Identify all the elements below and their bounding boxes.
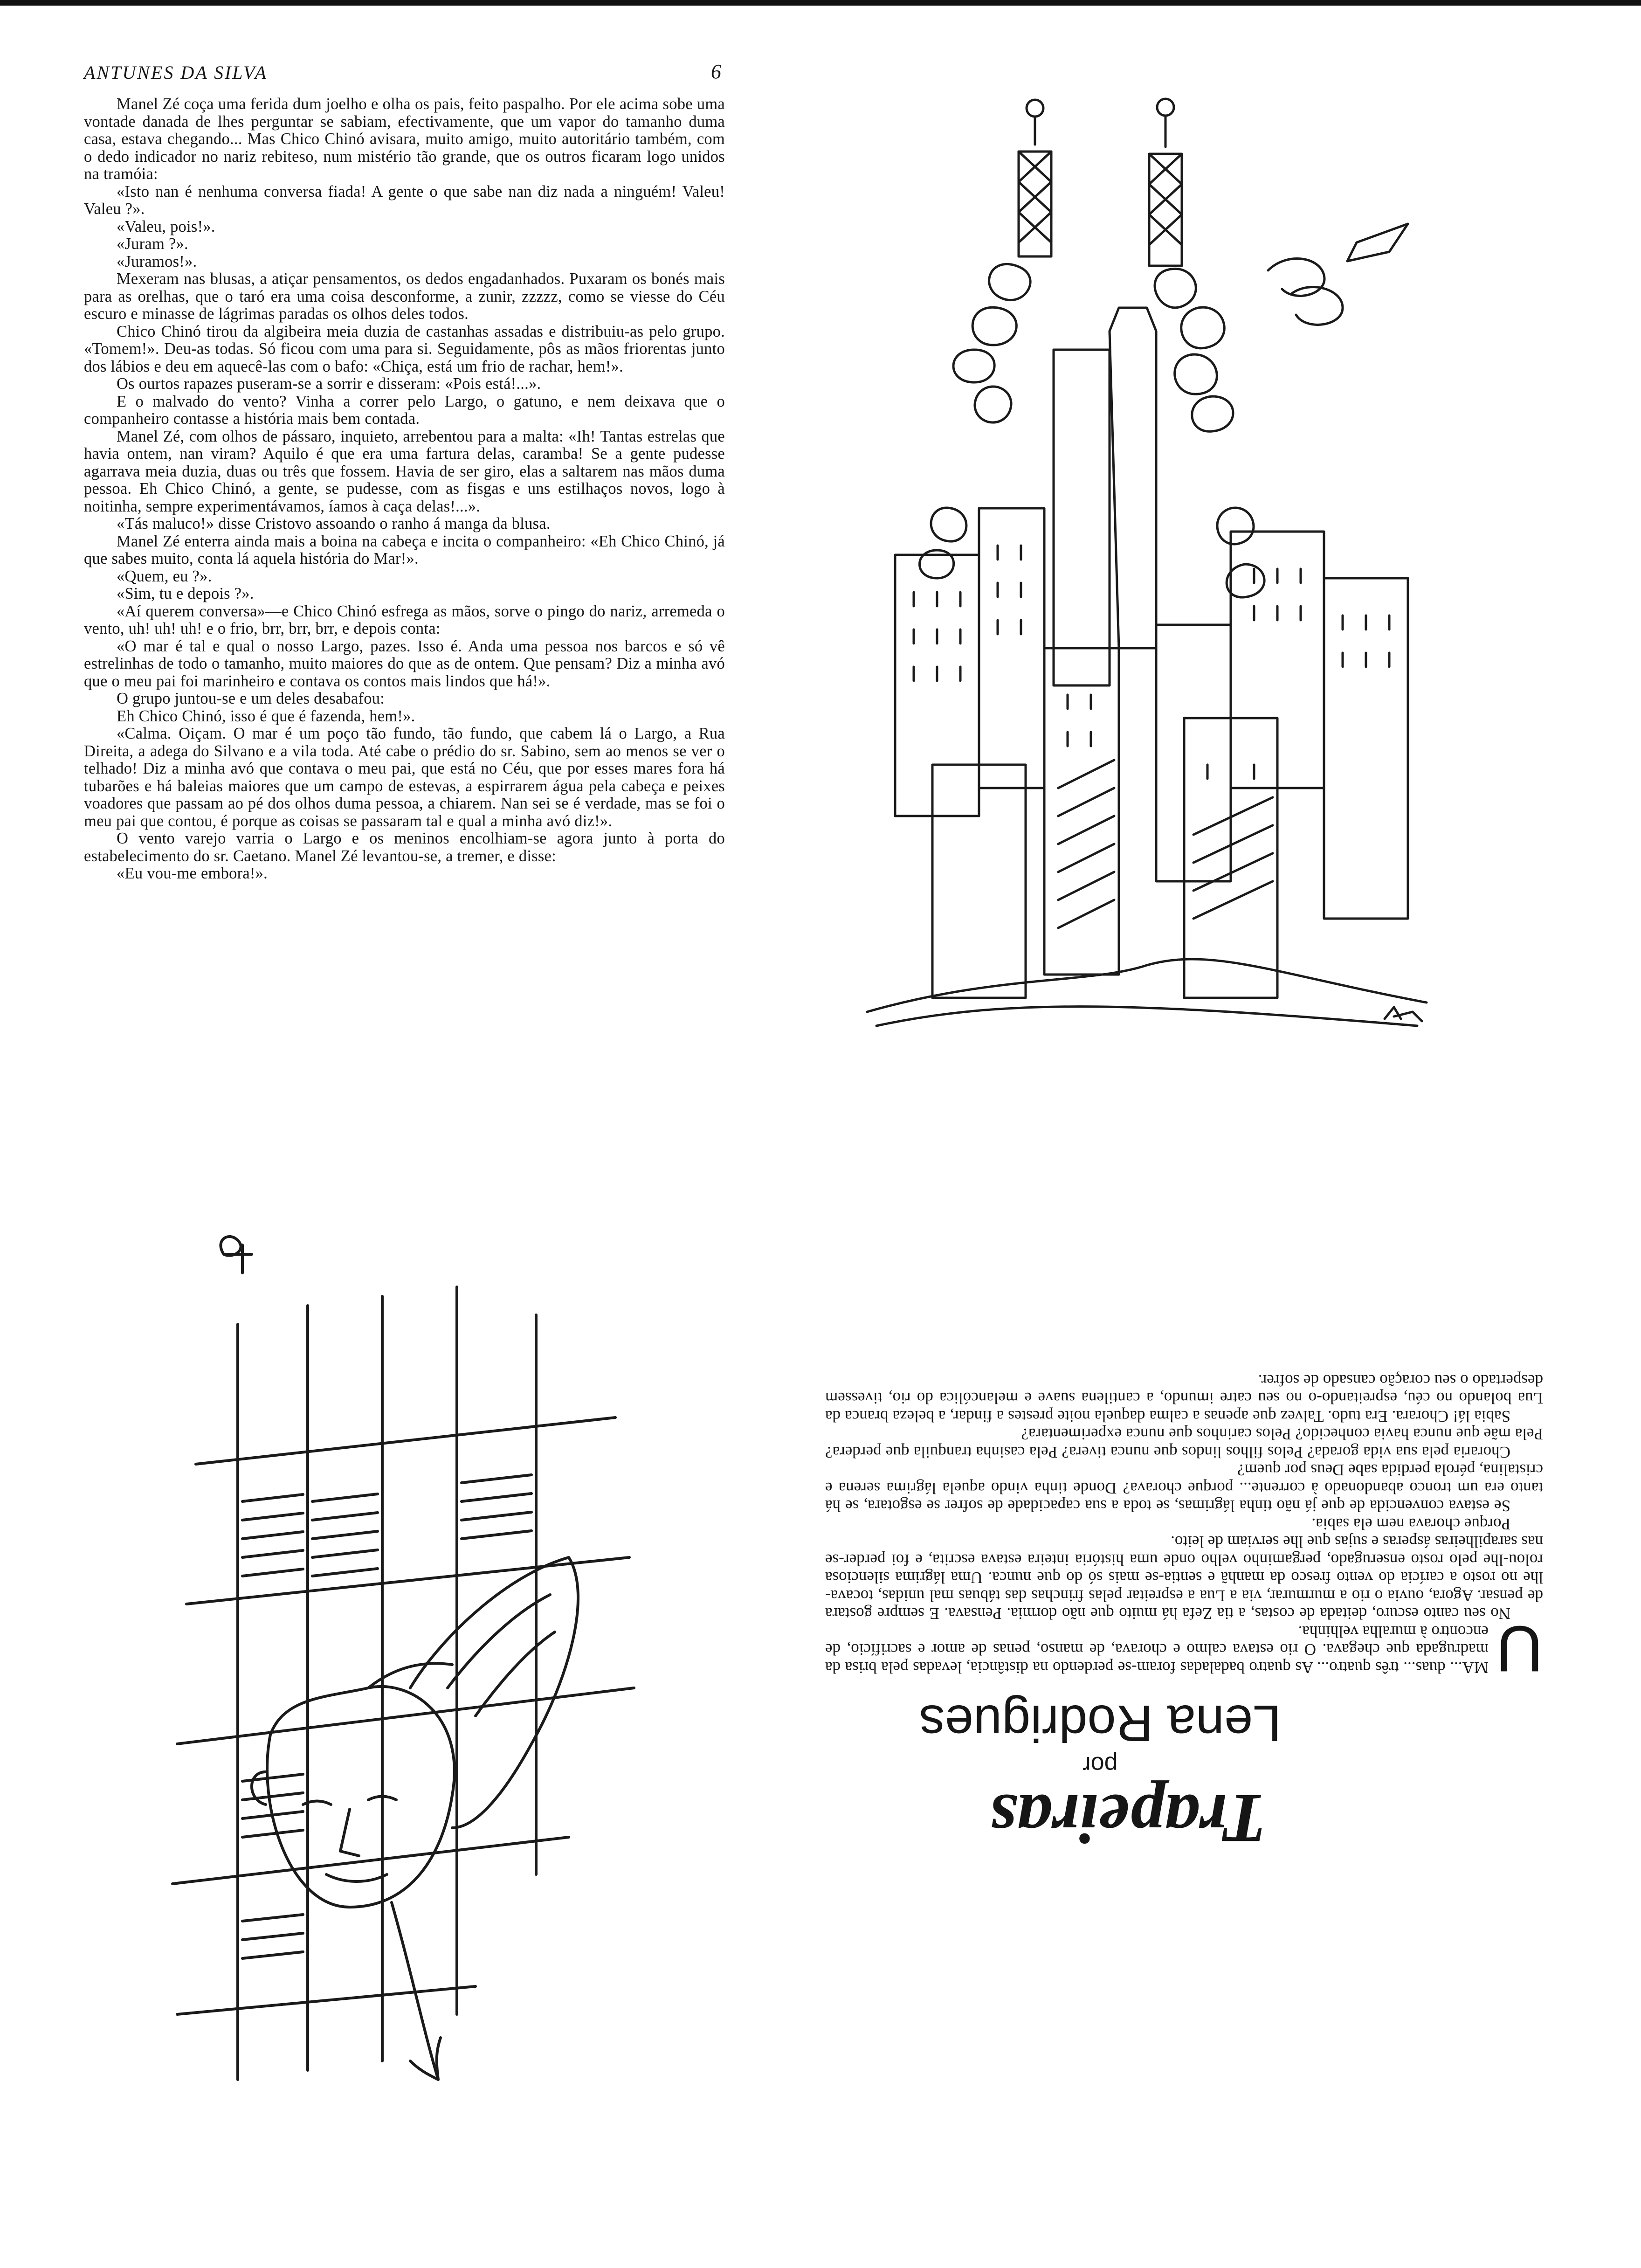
inverted-article xyxy=(825,1145,1543,1857)
story-paragraph: «Valeu, pois!». xyxy=(117,217,215,235)
article-paragraph: Choraria pela sua vida gorada? Pelos filhos lindos que nunca tivera? Pela casinha tranquila que perdera? Pela mãe que nunca havia conhecido? Pelos carinhos que nunca experimentara? xyxy=(825,1425,1543,1461)
story-paragraph: «Aí querem conversa»—e Chico Chinó esfrega as mãos, sorve o pingo do nariz, arremeda o vento, uh! uh! uh! e o frio, brr, brr, brr, e depois conta: xyxy=(84,602,725,637)
story-text-column xyxy=(84,96,725,883)
story-paragraph: «Juramos!». xyxy=(117,252,197,270)
man-behind-grid-illustration xyxy=(149,1222,643,2098)
story-paragraph: «Quem, eu ?». xyxy=(117,567,212,585)
article-paragraph: Se estava convencida de que já não tinha lágrimas, se toda a sua capacidade de sofrer se esgotara, se há tanto era um tronco abandonado à corrente... porque chorava? Donde tinha vindo aquela lágrima serena e cristalina, pérola perdida sabe Deus por quem? xyxy=(825,1461,1543,1515)
article-body xyxy=(825,1371,1543,1686)
story-paragraph: Manel Zé, com olhos de pássaro, inquieto, arrebentou para a malta: «Ih! Tantas estrelas que havia ontem, nan viram? Aquilo é que era uma fartura delas, caramba! Se a gente pudesse agarrava meia duzia, duas ou três que fossem. Havia de ser giro, elas a saltarem nas mãos duma pessoa. Eh Chico Chinó, a gente, se pudesse, com as fisgas e uns estilhaços novos, logo à noitinha, sempre experimentávamos, íamos à caça delas!...». xyxy=(84,427,725,515)
story-paragraph: «Sim, tu e depois ?». xyxy=(117,585,254,602)
story-paragraph: «Eu vou-me embora!». xyxy=(117,864,268,882)
story-paragraph: «Tás maluco!» disse Cristovo assoando o ranho á manga da blusa. xyxy=(117,515,551,532)
story-paragraph: Eh Chico Chinó, isso é que é fazenda, hem!». xyxy=(117,707,415,725)
story-paragraph: Manel Zé enterra ainda mais a boina na cabeça e incita o companheiro: «Eh Chico Chinó, já que sabes muito, conta lá aquela história do Mar!». xyxy=(84,532,725,567)
byline-prefix: por xyxy=(1083,1751,1118,1778)
city-skyline-illustration xyxy=(858,89,1436,1035)
article-author: Lena Rodrigues xyxy=(919,1694,1282,1752)
article-paragraph: No seu canto escuro, deitada de costas, a tia Zefa há muito que não dormia. Pensava. E sempre gostara de pensar. Agora, ouvia o rio a murmurar, via a Lua a espreitar pelas frinchas das tábuas mal unidas, tocava-lhe no rosto a carícia do vento fresco da manhã e sentia-se mais só do que nunca. Uma lágrima silenciosa rolou-lhe pelo rosto enserugado, pergaminho velho onde uma história inteira estava escrita, e foi perder-se nas sarapilheiras ásperas e sujas que lhe serviam de leito. xyxy=(825,1533,1543,1623)
article-paragraph: Sabia lá! Chorara. Era tudo. Talvez que apenas a calma daquela noite prestes a findar, a beleza branca da Lua bolando no céu, espreitando-o no seu catre imundo, a cantilena suave e melancólica do rio, tivessem despertado o seu coração cansado de sofrer. xyxy=(825,1371,1543,1425)
story-paragraph: Manel Zé coça uma ferida dum joelho e olha os pais, feito paspalho. Por ele acima sobe uma vontade danada de lhes perguntar se sabiam, efectivamente, que um vapor do tamanho duma casa, estava chegando... Mas Chico Chinó avisara, muito amigo, muito autoritário também, com o dedo indicador no nariz rebiteso, num mistério tão grande, que os outros ficaram logo unidos na tramóia: xyxy=(84,95,725,183)
drop-cap: U xyxy=(1496,1612,1543,1686)
story-paragraph: Mexeram nas blusas, a atiçar pensamentos, os dedos engadanhados. Puxaram os bonés mais para as orelhas, que o taró era uma coisa desconforme, a zunir, zzzzz, como se viesse do Céu escuro e minasse de lágrimas paradas os olhos deles todos. xyxy=(84,270,725,323)
story-paragraph: E o malvado do vento? Vinha a correr pelo Largo, o gatuno, e nem deixava que o companheiro contasse a história mais bem contada. xyxy=(84,392,725,428)
story-paragraph: «O mar é tal e qual o nosso Largo, pazes. Isso é. Anda uma pessoa nos barcos e só vê estrelinhas de todo o tamanho, muito maiores do que as de ontem. Que pensam? Diz a minha avó que o meu pai foi marinheiro e contava os contos mais lindos que há!». xyxy=(84,637,725,690)
running-header-author: ANTUNES DA SILVA xyxy=(84,62,268,83)
story-paragraph: Chico Chinó tirou da algibeira meia duzia de castanhas assadas e distribuiu-as pelo grupo. «Tomem!». Deu-as todas. Só ficou com uma para si. Seguidamente, pôs as mãos friorentas junto dos lábios e deu em aquecê-las com o bafo: «Chiça, está um frio de rachar, hem!». xyxy=(84,322,725,375)
page-number: 6 xyxy=(711,60,721,83)
article-first-paragraph xyxy=(825,1612,1543,1686)
article-paragraphs xyxy=(825,1371,1543,1623)
story-paragraph: Os ourtos rapazes puseram-se a sorrir e disseram: «Pois está!...». xyxy=(117,375,541,393)
story-paragraph: «Isto nan é nenhuma conversa fiada! A gente o que sabe nan diz nada a ninguém! Valeu! Valeu ?». xyxy=(84,182,725,218)
top-rule xyxy=(0,0,1641,6)
story-paragraph: «Juram ?». xyxy=(117,235,188,253)
article-paragraph: Porque chorava nem ela sabia. xyxy=(1311,1515,1510,1533)
story-paragraph: O grupo juntou-se e um deles desabafou: xyxy=(117,690,385,707)
article-title: Trapeiras xyxy=(989,1780,1267,1857)
story-paragraph: O vento varejo varria o Largo e os meninos encolhiam-se agora junto à porta do estabelecimento do sr. Caetano. Manel Zé levantou-se, a tremer, e disse: xyxy=(84,830,725,865)
story-paragraph: «Calma. Oiçam. O mar é um poço tão fundo, tão fundo, que cabem lá o Largo, a Rua Direita, a adega do Silvano e a vila toda. Até cabe o prédio do sr. Sabino, sem ao menos se ver o telhado! Diz a minha avó que contava o meu pai, que está no Céu, que por esses mares fora há tubarões e há baleias maiores que um campo de estevas, a espirrarem água pela cabeça e peixes voadores que passam ao pé dos olhos duma pessoa, a chiarem. Nan sei se é verdade, mas se foi o meu pai que contou, é porque as coisas se passaram tal e qual a minha avó diz!». xyxy=(84,725,725,830)
first-paragraph-text: MA... duas... três quatro... As quatro badaladas foram-se perdendo na distância, levadas pela brisa da madrugada que chegava. O rio estava calmo e chorava, de manso, penas de amor e sacrifício, de encontro à muralha velhinha. xyxy=(825,1623,1489,1677)
